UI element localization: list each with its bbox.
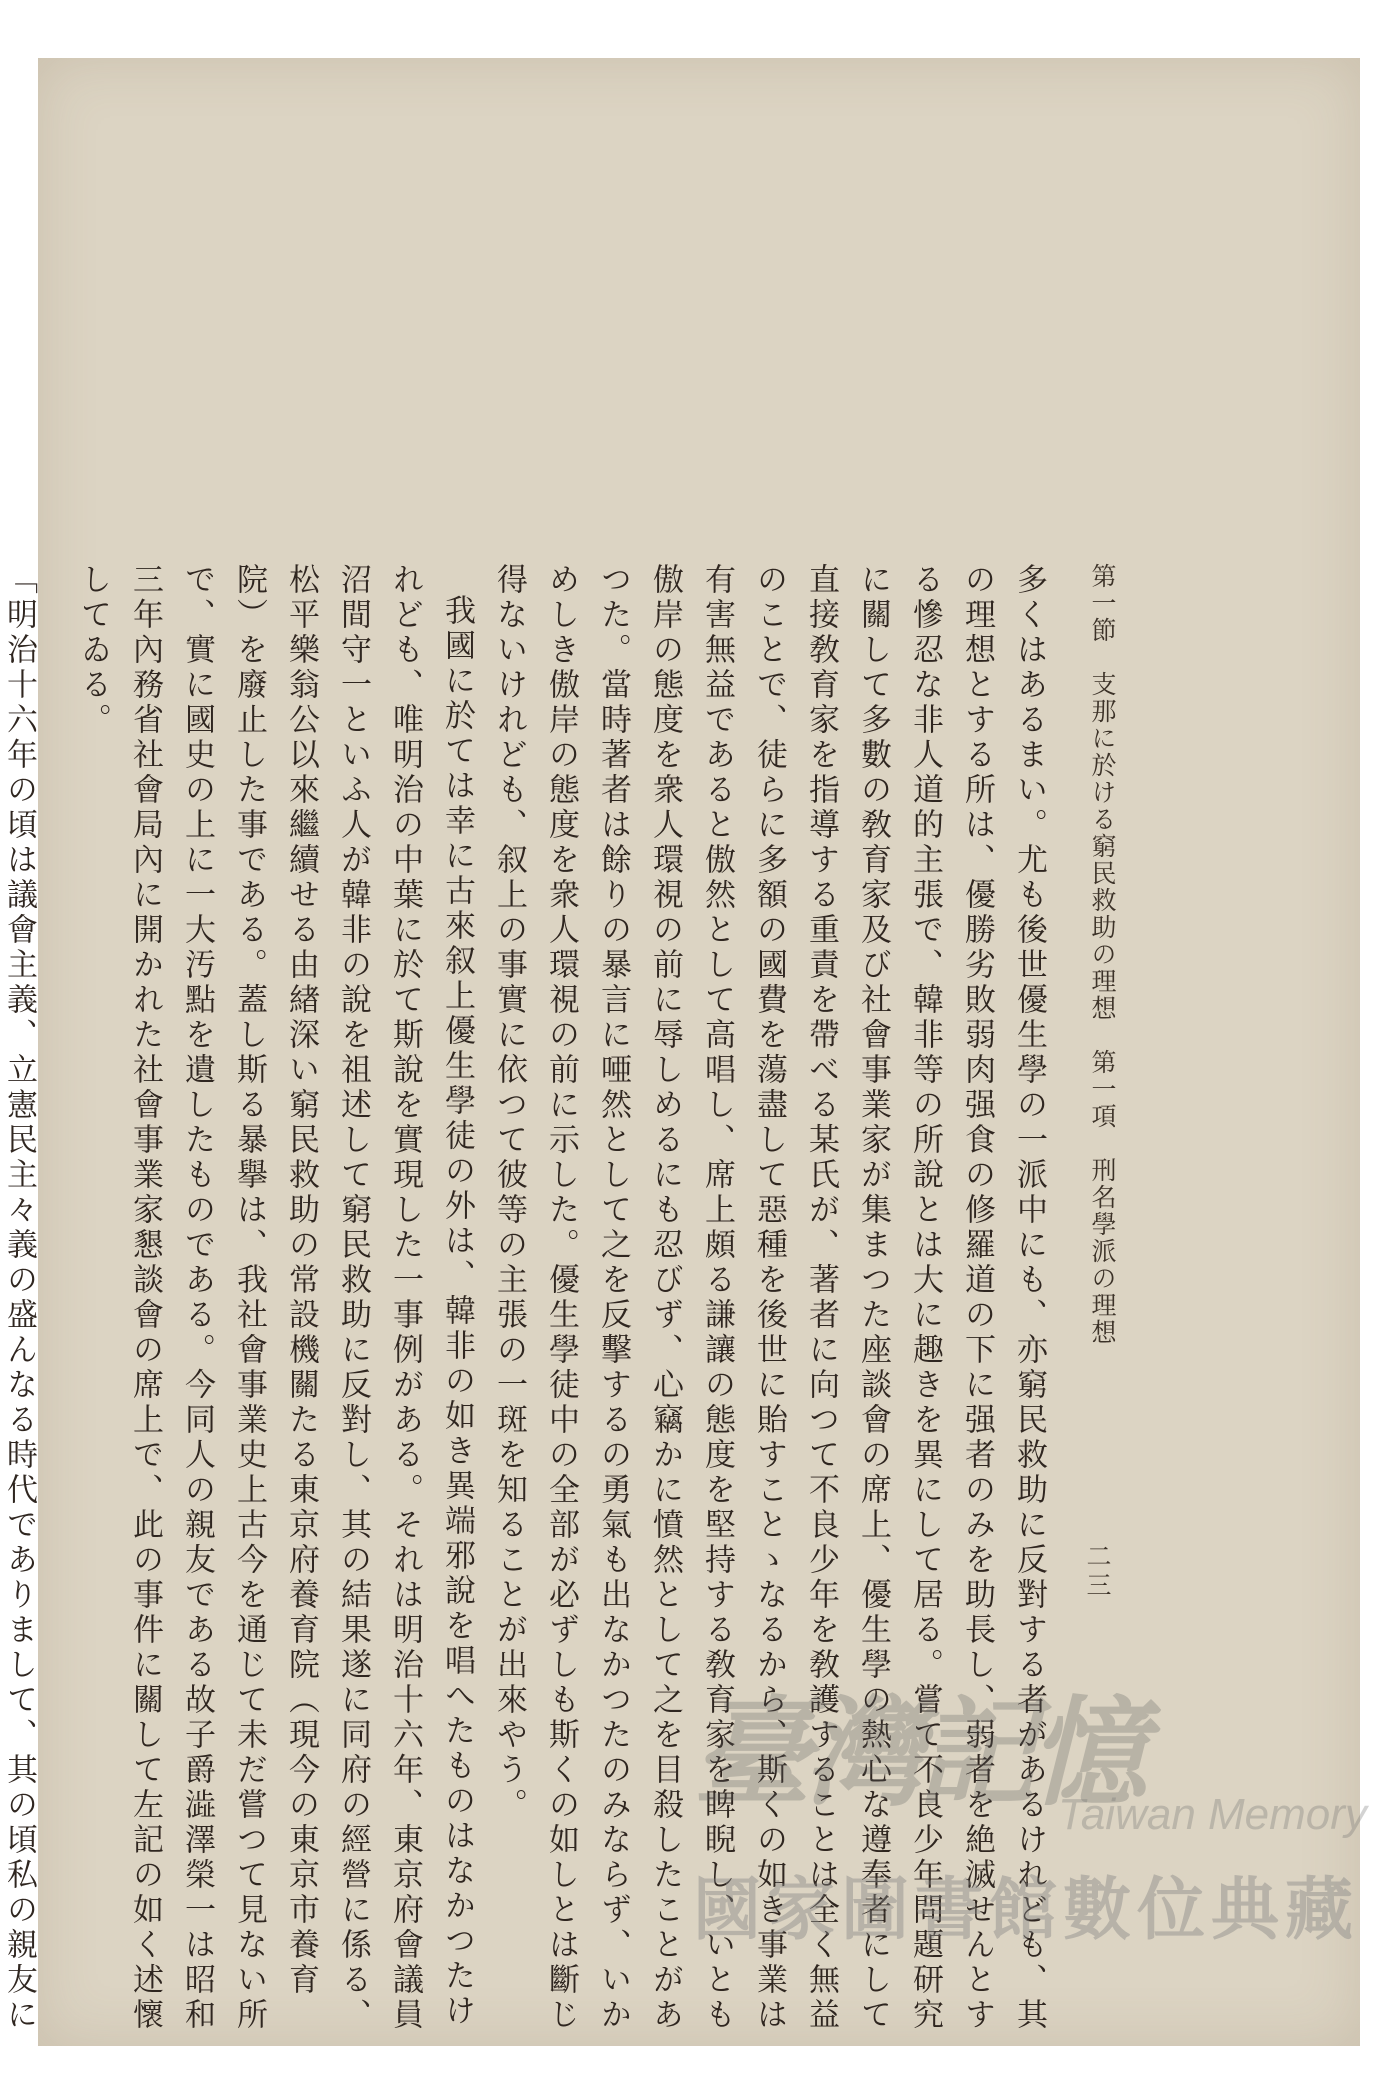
book-page <box>1 58 1367 2046</box>
page-number: 二三 <box>1083 1543 1112 1601</box>
paragraph-2: 我國に於ては幸に古來叙上優生學徒の外は、韓非の如き異端邪說を唱へたものはなかつたけれども、唯明治の中葉に於て斯說を實現した一事例がある。それは明治十六年、東京府會議員沼間守一といふ人が韓非の說を祖述して窮民救助に反對し、其の結果遂に同府の經營に係る、松平樂翁公以來繼續せる由緖深い窮民救助の常設機關たる東京府養育院（現今の東京市養育院）を廢止した事である。蓋し斯る暴擧は、我社會事業史上古今を通じて未だ嘗つて見ない所で、實に國史の上に一大汚點を遺したものである。今同人の親友である故子爵澁澤榮一は昭和三年內務省社會局內に開かれた社會事業家懇談會の席上で、此の事件に關して左記の如く述懷してゐる。 <box>75 563 475 2033</box>
body-text <box>1 563 1055 2033</box>
watermark-chinese: 國家圖書館數位典藏 <box>693 1871 1360 1950</box>
watermark-english: Taiwan Memory <box>1058 1790 1367 1839</box>
watermark-script-logo: 臺灣記憶 <box>693 1689 1142 1820</box>
paragraph-1: 多くはあるまい。尤も後世優生學の一派中にも、亦窮民救助に反對する者があるけれども、其の理想とする所は、優勝劣敗弱肉强食の修羅道の下に强者のみを助長し、弱者を絶滅せんとする慘忍な非人道的主張で、韓非等の所說とは大に趣きを異にして居る。嘗て不良少年問題研究に關して多數の敎育家及び社會事業家が集まつた座談會の席上、優生學の熱心な遵奉者にして直接敎育家を指導する重責を帶べる某氏が、著者に向つて不良少年を敎護することは全く無益のことで、徒らに多額の國費を蕩盡して惡種を後世に貽すことゝなるから、斯くの如き事業は有害無益であると傲然として高唱し、席上頗る謙讓の態度を堅持する敎育家を睥睨し、いとも傲岸の態度を衆人環視の前に辱しめるにも忍びず、心竊かに憤然として之を目殺したことがあつた。當時著者は餘りの暴言に唖然として之を反擊するの勇氣も出なかつたのみならず、いかめしき傲岸の態度を衆人環視の前に示した。優生學徒中の全部が必ずしも斯くの如しとは斷じ得ないけれども、叙上の事實に依つて彼等の主張の一斑を知ることが出來やう。 <box>491 563 1047 2033</box>
running-header: 第一節 支那に於ける窮民救助の理想 第一項 刑名學派の理想 <box>1088 563 1117 1346</box>
quoted-passage: 「明治十六年の頃は議會主義、立憲民主々義の盛んなる時代でありまして、其の頃私の親友に <box>1 563 37 2033</box>
